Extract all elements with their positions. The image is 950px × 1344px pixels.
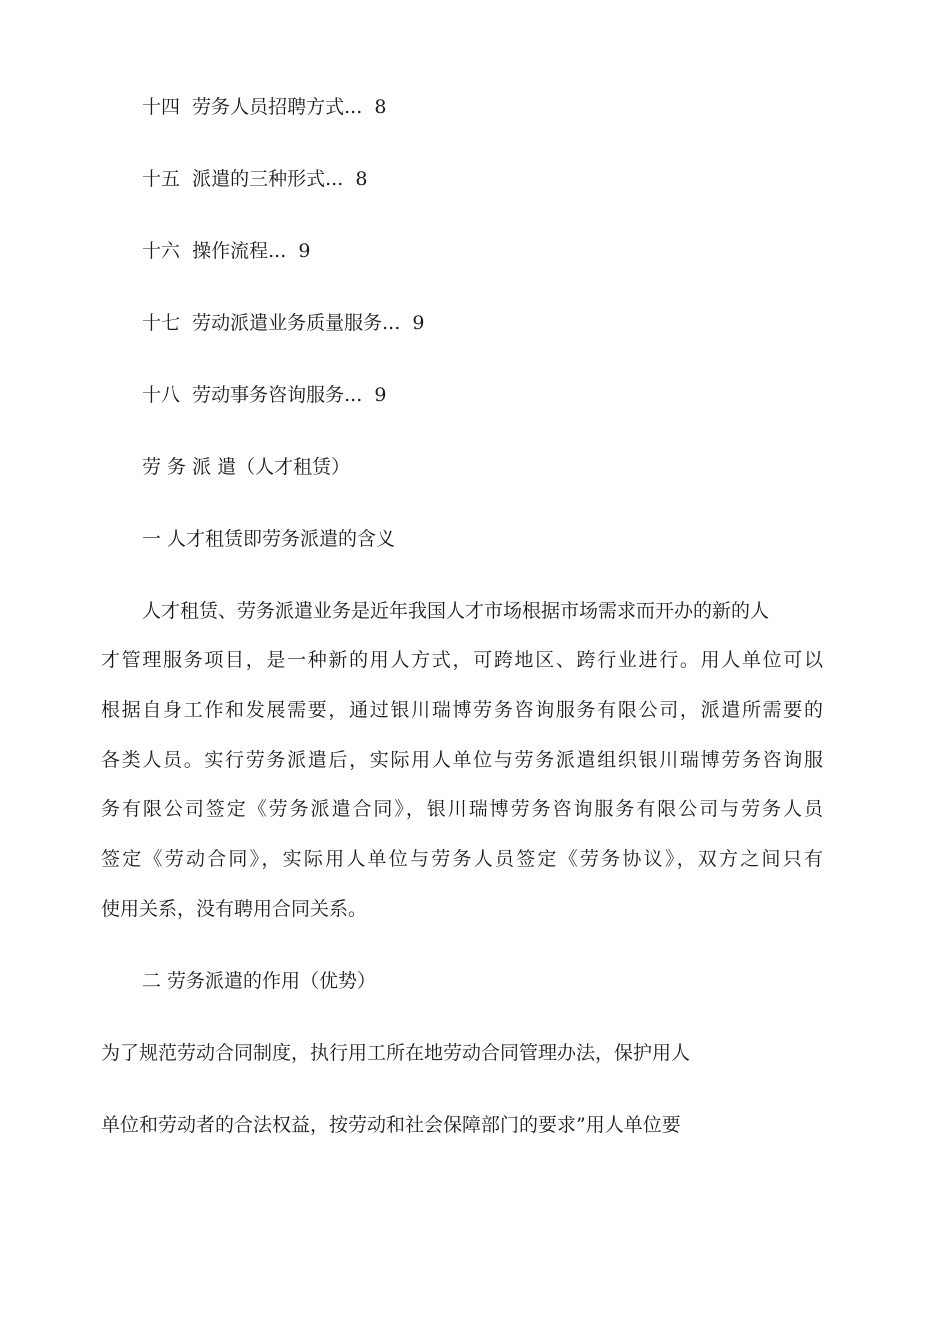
paragraph-line: 单位和劳动者的合法权益，按劳动和社会保障部门的要求”用人单位要 [101, 1114, 681, 1136]
toc-title: 劳动派遣业务质量服务 [192, 312, 383, 334]
section-heading: 一 人才租赁即劳务派遣的含义 [142, 528, 396, 550]
toc-number: 十八 [142, 384, 181, 406]
toc-dots: ... [268, 240, 287, 262]
toc-dots: ... [344, 384, 363, 406]
toc-entry [142, 95, 386, 119]
toc-page: 8 [355, 168, 368, 190]
toc-dots: ... [382, 312, 401, 334]
toc-page: 9 [374, 384, 387, 406]
toc-entry [142, 311, 424, 335]
section-heading: 二 劳务派遣的作用（优势） [142, 970, 377, 992]
toc-title: 操作流程 [192, 240, 269, 262]
paragraph-line: 各类人员。实行劳务派遣后，实际用人单位与劳务派遣组织银川瑞博劳务咨询服 [101, 749, 823, 771]
toc-number: 十四 [142, 96, 181, 118]
toc-page: 9 [412, 312, 425, 334]
paragraph-line: 人才租赁、劳务派遣业务是近年我国人才市场根据市场需求而开办的新的人 [142, 600, 770, 622]
toc-entry [142, 239, 310, 263]
toc-dots: ... [344, 96, 363, 118]
paragraph-line: 为了规范劳动合同制度，执行用工所在地劳动合同管理办法，保护用人 [101, 1042, 691, 1064]
toc-entry [142, 383, 386, 407]
paragraph-line: 使用关系，没有聘用合同关系。 [101, 898, 368, 920]
toc-entry [142, 167, 367, 191]
toc-page: 9 [298, 240, 311, 262]
toc-number: 十六 [142, 240, 181, 262]
paragraph-line: 签定《劳动合同》，实际用人单位与劳务人员签定《劳务协议》，双方之间只有 [101, 848, 823, 870]
toc-title: 劳动事务咨询服务 [192, 384, 345, 406]
toc-dots: ... [325, 168, 344, 190]
toc-page: 8 [374, 96, 387, 118]
toc-number: 十五 [142, 168, 181, 190]
paragraph-line: 才管理服务项目，是一种新的用人方式，可跨地区、跨行业进行。用人单位可以 [101, 649, 823, 671]
paragraph-line: 根据自身工作和发展需要，通过银川瑞博劳务咨询服务有限公司，派遣所需要的 [101, 699, 823, 721]
toc-title: 劳务人员招聘方式 [192, 96, 345, 118]
toc-title: 派遣的三种形式 [192, 168, 326, 190]
toc-number: 十七 [142, 312, 181, 334]
paragraph-line: 务有限公司签定《劳务派遣合同》，银川瑞博劳务咨询服务有限公司与劳务人员 [101, 798, 823, 820]
document-title: 劳 务 派 遣（人才租赁） [142, 456, 351, 478]
